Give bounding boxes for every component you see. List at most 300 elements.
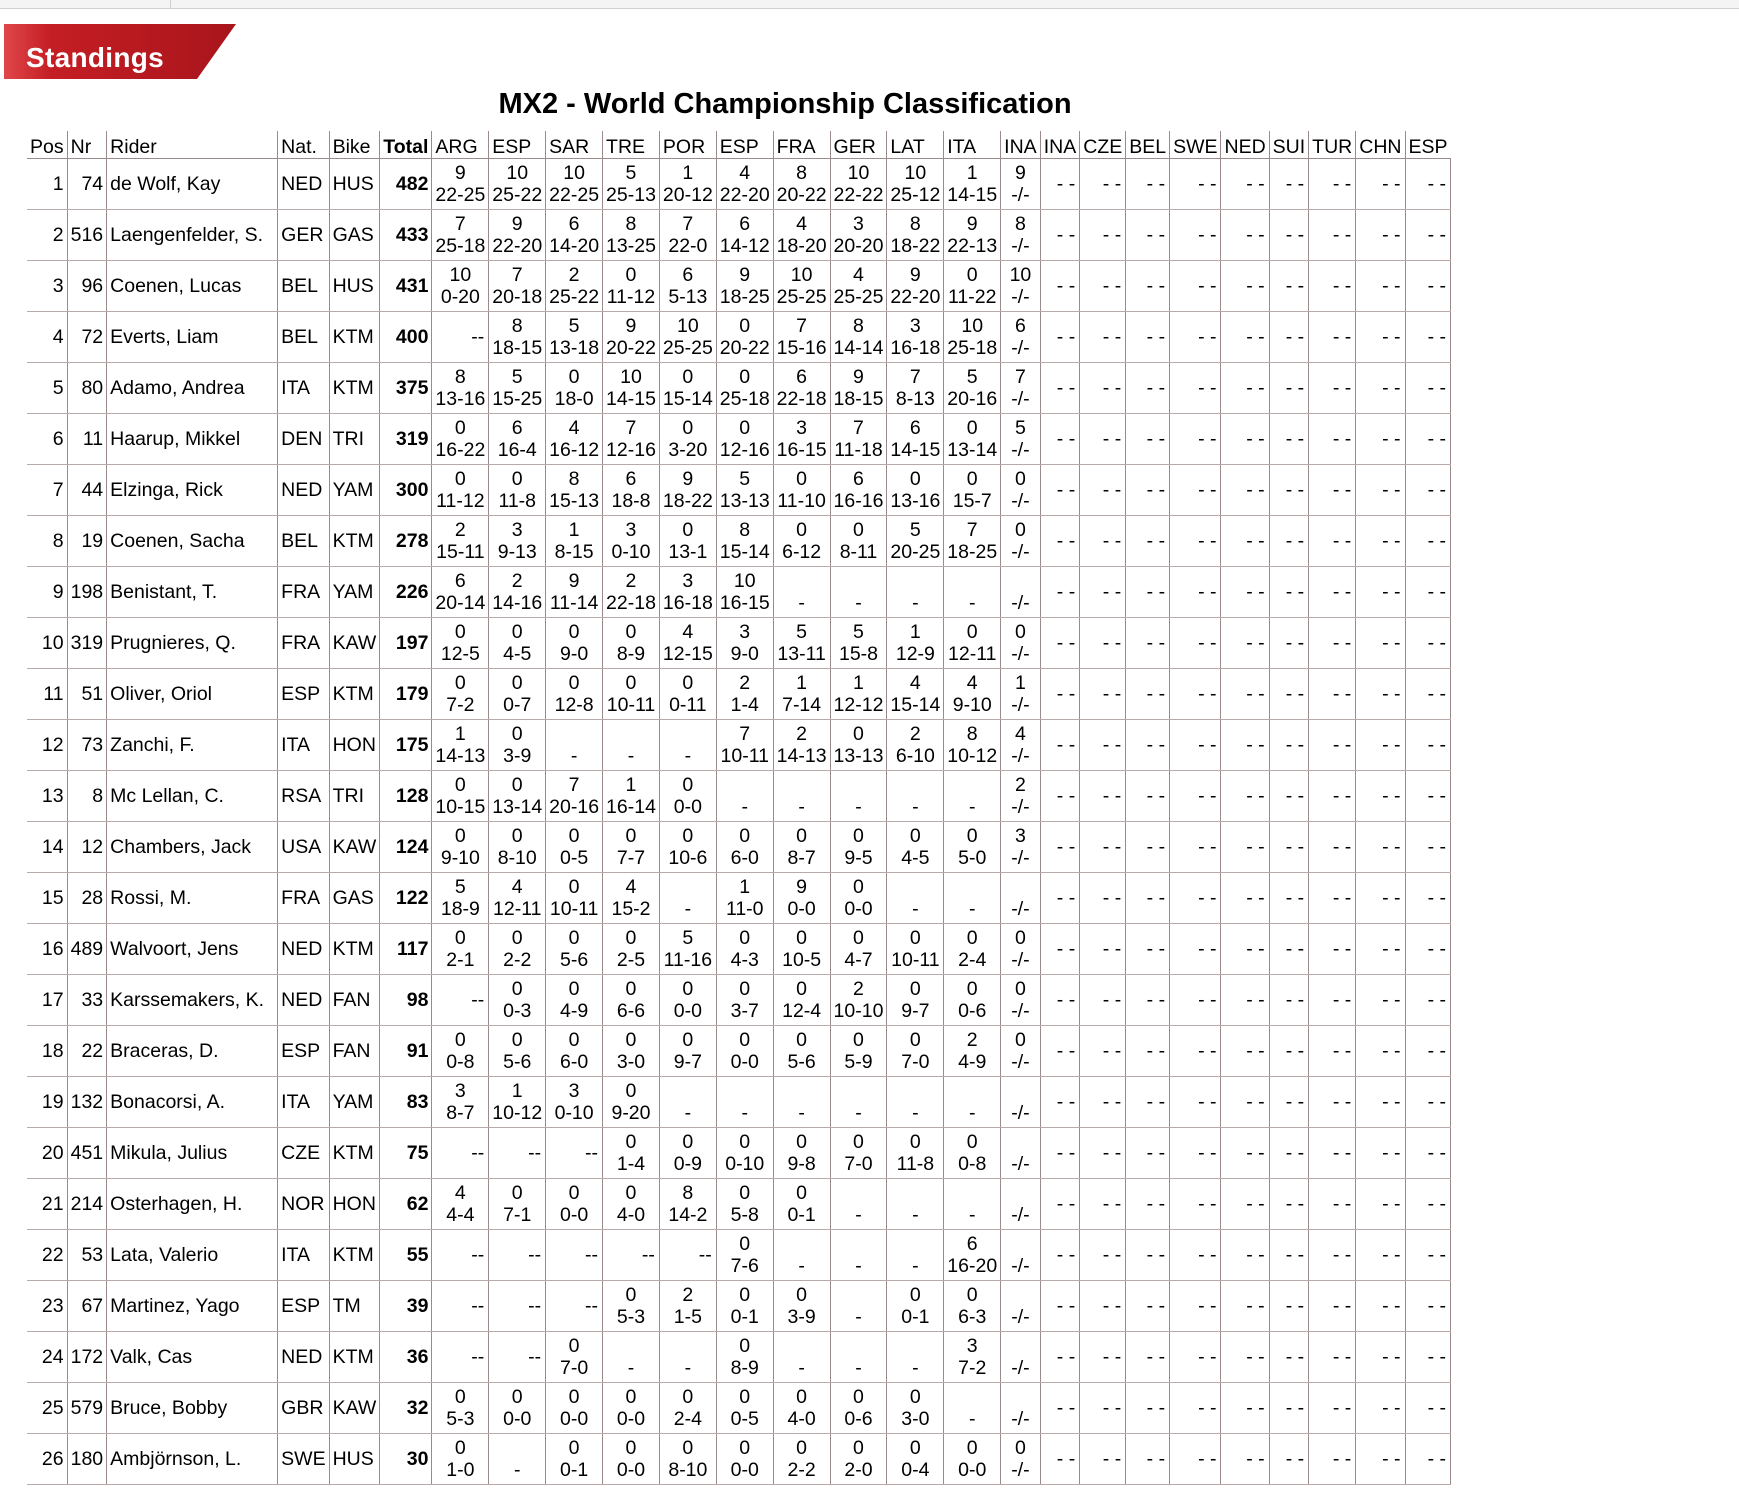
gp-cell-upcoming: - -: [1405, 1332, 1451, 1383]
gp-heat-points: 20-22: [776, 184, 827, 206]
gp-points: 1: [682, 162, 694, 184]
gp-heat-points: 20-12: [662, 184, 713, 206]
gp-points: 0: [454, 825, 466, 847]
gp-heat-points: 10-11: [891, 949, 940, 971]
gp-cell: [603, 924, 660, 975]
gp-cell: [659, 771, 716, 822]
gp-heat-points: -: [798, 1357, 805, 1379]
number-cell: 319: [67, 618, 107, 669]
rider-cell: Benistant, T.: [107, 567, 278, 618]
gp-cell-upcoming: - -: [1080, 414, 1126, 465]
gp-cell: [773, 1281, 830, 1332]
gp-cell: [546, 261, 603, 312]
gp-cell: [944, 822, 1001, 873]
gp-points: 0: [796, 1029, 808, 1051]
gp-cell-upcoming: - -: [1356, 363, 1405, 414]
gp-heat-points: 18-9: [440, 898, 480, 920]
gp-points: 6: [853, 468, 864, 490]
col-header-gp: POR: [659, 131, 716, 159]
position-cell: 18: [27, 1026, 67, 1077]
gp-cell-upcoming: - -: [1040, 618, 1080, 669]
gp-heat-points: -: [912, 1204, 919, 1226]
position-cell: 3: [27, 261, 67, 312]
nation-cell: NED: [278, 1332, 329, 1383]
gp-points: [947, 1182, 997, 1204]
gp-points: 10: [1009, 264, 1032, 286]
gp-cell-upcoming: - -: [1221, 1281, 1269, 1332]
gp-heat-points: 14-14: [833, 337, 884, 359]
nation-cell: NED: [278, 465, 329, 516]
gp-heat-points: 9-5: [844, 847, 873, 869]
browser-top-bar: [0, 0, 1739, 9]
gp-points: 2: [511, 570, 523, 592]
col-header-gp: SAR: [546, 131, 603, 159]
gp-points: 8: [511, 315, 523, 337]
gp-cell-absent: --: [432, 1332, 489, 1383]
gp-points: [492, 1437, 542, 1459]
rider-cell: Zanchi, F.: [107, 720, 278, 771]
gp-cell-upcoming: - -: [1126, 669, 1170, 720]
gp-cell: [944, 771, 1001, 822]
gp-cell: [944, 1230, 1001, 1281]
gp-cell-upcoming: - -: [1040, 261, 1080, 312]
gp-cell: [546, 567, 603, 618]
gp-heat-points: 2-5: [616, 949, 646, 971]
gp-points: 8: [853, 315, 864, 337]
gp-cell: [773, 822, 830, 873]
gp-heat-points: 4-7: [844, 949, 873, 971]
gp-heat-points: 7-6: [730, 1255, 759, 1277]
total-cell: 319: [380, 414, 432, 465]
gp-heat-points: 3-20: [668, 439, 708, 461]
gp-cell-upcoming: - -: [1309, 261, 1356, 312]
gp-points: 8: [625, 213, 637, 235]
gp-cell-upcoming: - -: [1405, 822, 1451, 873]
gp-points: 6: [454, 570, 466, 592]
gp-heat-points: 25-25: [833, 286, 884, 308]
gp-points: [1004, 1080, 1037, 1102]
table-row: [27, 1230, 1451, 1281]
nation-cell: FRA: [278, 567, 329, 618]
gp-cell: [716, 822, 773, 873]
col-header-total: Total: [380, 131, 432, 159]
gp-cell: [830, 414, 887, 465]
gp-points: 0: [909, 1029, 921, 1051]
gp-cell-upcoming: - -: [1170, 924, 1221, 975]
gp-heat-points: -: [627, 1357, 635, 1379]
gp-points: 0: [853, 1029, 864, 1051]
gp-points: [777, 774, 827, 796]
gp-points: 0: [853, 723, 864, 745]
table-row: [27, 567, 1451, 618]
gp-cell: [489, 414, 546, 465]
gp-points: 0: [511, 774, 523, 796]
gp-cell: [887, 159, 944, 210]
gp-heat-points: -/-: [1011, 235, 1030, 257]
gp-cell-upcoming: - -: [1269, 1077, 1309, 1128]
gp-points: 0: [682, 519, 694, 541]
gp-cell: [944, 1077, 1001, 1128]
gp-cell: [1001, 618, 1041, 669]
gp-points: 0: [909, 978, 921, 1000]
gp-cell: [716, 1383, 773, 1434]
gp-points: 3: [568, 1080, 580, 1102]
bike-cell: YAM: [329, 1077, 380, 1128]
gp-points: 0: [966, 264, 978, 286]
gp-points: 0: [1015, 1029, 1026, 1051]
position-cell: 23: [27, 1281, 67, 1332]
gp-points: 7: [625, 417, 637, 439]
gp-heat-points: 11-8: [896, 1153, 935, 1175]
gp-points: 0: [568, 1386, 580, 1408]
bike-cell: KTM: [329, 312, 380, 363]
gp-cell: [716, 618, 773, 669]
gp-points: 0: [682, 774, 694, 796]
gp-heat-points: 12-11: [493, 898, 542, 920]
gp-heat-points: 10-6: [668, 847, 708, 869]
bike-cell: KTM: [329, 1230, 380, 1281]
gp-cell-upcoming: - -: [1356, 924, 1405, 975]
gp-heat-points: -/-: [1011, 1000, 1030, 1022]
total-cell: 197: [380, 618, 432, 669]
gp-cell: [944, 414, 1001, 465]
gp-cell: [773, 924, 830, 975]
gp-heat-points: 22-20: [719, 184, 770, 206]
gp-cell-upcoming: - -: [1309, 465, 1356, 516]
gp-cell: [603, 414, 660, 465]
gp-points: 0: [568, 825, 580, 847]
gp-cell: [659, 465, 716, 516]
gp-cell: [830, 159, 887, 210]
gp-points: 0: [625, 1437, 637, 1459]
gp-points: 0: [511, 621, 523, 643]
gp-heat-points: -: [912, 796, 919, 818]
gp-heat-points: 2-4: [958, 949, 987, 971]
bike-cell: KTM: [329, 924, 380, 975]
gp-cell-upcoming: - -: [1080, 1128, 1126, 1179]
gp-cell-upcoming: - -: [1080, 720, 1126, 771]
gp-cell: [944, 1179, 1001, 1230]
gp-cell-upcoming: - -: [1221, 1332, 1269, 1383]
gp-cell: [489, 822, 546, 873]
gp-cell: [716, 567, 773, 618]
gp-heat-points: 10-11: [549, 898, 599, 920]
gp-heat-points: 0-10: [725, 1153, 765, 1175]
gp-heat-points: 25-18: [719, 388, 770, 410]
gp-points: 1: [511, 1080, 523, 1102]
gp-cell: [489, 720, 546, 771]
gp-heat-points: -: [855, 796, 862, 818]
gp-cell-upcoming: - -: [1080, 1026, 1126, 1077]
gp-cell: [432, 159, 489, 210]
gp-cell-upcoming: - -: [1309, 210, 1356, 261]
bike-cell: KTM: [329, 363, 380, 414]
number-cell: 11: [67, 414, 107, 465]
nation-cell: NED: [278, 975, 329, 1026]
gp-heat-points: 0-1: [787, 1204, 816, 1226]
gp-heat-points: 20-22: [719, 337, 770, 359]
gp-points: 4: [625, 876, 637, 898]
gp-points: 0: [966, 978, 978, 1000]
position-cell: 15: [27, 873, 67, 924]
gp-heat-points: 12-16: [606, 439, 656, 461]
gp-cell-upcoming: - -: [1170, 363, 1221, 414]
gp-cell: [432, 261, 489, 312]
gp-points: 0: [739, 1335, 751, 1357]
gp-points: 10: [563, 162, 585, 184]
gp-points: [549, 723, 599, 745]
rider-cell: Adamo, Andrea: [107, 363, 278, 414]
gp-cell-upcoming: - -: [1126, 312, 1170, 363]
gp-cell-upcoming: - -: [1126, 822, 1170, 873]
gp-heat-points: 22-18: [776, 388, 827, 410]
gp-heat-points: -/-: [1011, 592, 1030, 614]
number-cell: 53: [67, 1230, 107, 1281]
gp-heat-points: 7-14: [782, 694, 822, 716]
table-row: [27, 924, 1451, 975]
gp-heat-points: 0-0: [616, 1459, 646, 1481]
gp-cell-upcoming: - -: [1126, 159, 1170, 210]
bike-cell: FAN: [329, 1026, 380, 1077]
gp-points: 0: [796, 1284, 808, 1306]
gp-cell: [716, 261, 773, 312]
gp-cell-upcoming: - -: [1356, 261, 1405, 312]
gp-cell-upcoming: - -: [1080, 363, 1126, 414]
gp-cell: [659, 1332, 716, 1383]
gp-cell: [773, 873, 830, 924]
gp-heat-points: 11-22: [948, 286, 997, 308]
gp-cell: [432, 414, 489, 465]
gp-heat-points: -: [968, 898, 976, 920]
total-cell: 124: [380, 822, 432, 873]
rider-cell: Chambers, Jack: [107, 822, 278, 873]
gp-cell-upcoming: - -: [1405, 924, 1451, 975]
table-row: [27, 210, 1451, 261]
gp-heat-points: 14-2: [668, 1204, 708, 1226]
gp-cell: [432, 1179, 489, 1230]
gp-heat-points: 12-4: [782, 1000, 822, 1022]
gp-cell: [1001, 414, 1041, 465]
gp-cell-upcoming: - -: [1126, 771, 1170, 822]
gp-cell-upcoming: - -: [1080, 771, 1126, 822]
total-cell: 175: [380, 720, 432, 771]
gp-points: 0: [1015, 468, 1026, 490]
gp-cell: [887, 210, 944, 261]
gp-points: 2: [796, 723, 808, 745]
gp-cell-upcoming: - -: [1356, 822, 1405, 873]
gp-heat-points: 0-6: [958, 1000, 987, 1022]
gp-cell-upcoming: - -: [1170, 261, 1221, 312]
bike-cell: HUS: [329, 261, 380, 312]
gp-cell-upcoming: - -: [1040, 822, 1080, 873]
gp-cell-upcoming: - -: [1405, 618, 1451, 669]
gp-heat-points: 0-3: [503, 1000, 532, 1022]
gp-cell: [659, 312, 716, 363]
nation-cell: FRA: [278, 873, 329, 924]
gp-points: 0: [454, 1029, 466, 1051]
table-row: [27, 414, 1451, 465]
gp-cell-upcoming: - -: [1080, 516, 1126, 567]
gp-points: 4: [966, 672, 978, 694]
gp-points: 2: [454, 519, 466, 541]
gp-points: 7: [1015, 366, 1026, 388]
gp-heat-points: 1-5: [673, 1306, 702, 1328]
gp-points: 0: [511, 927, 523, 949]
gp-cell: [773, 1332, 830, 1383]
gp-points: [1004, 1182, 1037, 1204]
gp-heat-points: 0-11: [669, 694, 707, 716]
gp-heat-points: 0-1: [730, 1306, 759, 1328]
gp-points: 8: [568, 468, 580, 490]
nation-cell: ITA: [278, 1077, 329, 1128]
gp-cell-upcoming: - -: [1309, 1077, 1356, 1128]
nation-cell: NED: [278, 924, 329, 975]
bike-cell: FAN: [329, 975, 380, 1026]
gp-cell-upcoming: - -: [1269, 822, 1309, 873]
gp-heat-points: 13-18: [549, 337, 600, 359]
gp-cell: [546, 465, 603, 516]
gp-cell: [603, 1179, 660, 1230]
gp-heat-points: 13-14: [947, 439, 998, 461]
number-cell: 19: [67, 516, 107, 567]
gp-points: [947, 1080, 997, 1102]
gp-points: 0: [739, 978, 751, 1000]
gp-cell: [887, 822, 944, 873]
gp-heat-points: 15-25: [492, 388, 543, 410]
gp-cell: [830, 1434, 887, 1485]
gp-heat-points: 0-0: [673, 1000, 702, 1022]
gp-cell-upcoming: - -: [1170, 873, 1221, 924]
rider-cell: Valk, Cas: [107, 1332, 278, 1383]
number-cell: 96: [67, 261, 107, 312]
gp-cell-upcoming: - -: [1405, 465, 1451, 516]
gp-heat-points: -: [684, 898, 692, 920]
gp-heat-points: -/-: [1011, 184, 1030, 206]
gp-heat-points: 12-15: [662, 643, 713, 665]
gp-cell: [659, 414, 716, 465]
gp-cell-upcoming: - -: [1126, 720, 1170, 771]
gp-heat-points: 15-16: [776, 337, 827, 359]
gp-cell-upcoming: - -: [1269, 210, 1309, 261]
gp-points: 0: [625, 264, 637, 286]
gp-heat-points: -: [912, 1255, 919, 1277]
col-header-gp: INA: [1040, 131, 1080, 159]
gp-points: 0: [966, 927, 978, 949]
col-header-gp: ARG: [432, 131, 489, 159]
position-cell: 10: [27, 618, 67, 669]
gp-heat-points: 9-10: [952, 694, 992, 716]
gp-cell: [489, 363, 546, 414]
gp-cell: [546, 1077, 603, 1128]
gp-cell-upcoming: - -: [1221, 822, 1269, 873]
gp-points: 6: [568, 213, 580, 235]
rider-cell: Prugnieres, Q.: [107, 618, 278, 669]
gp-heat-points: 18-22: [662, 490, 713, 512]
gp-cell: [659, 1434, 716, 1485]
gp-cell: [944, 669, 1001, 720]
gp-points: 0: [796, 1131, 808, 1153]
gp-cell: [944, 618, 1001, 669]
gp-heat-points: 6-0: [560, 1051, 589, 1073]
gp-points: 0: [682, 366, 694, 388]
gp-points: [1004, 1233, 1037, 1255]
gp-cell-upcoming: - -: [1309, 414, 1356, 465]
gp-cell-upcoming: - -: [1405, 975, 1451, 1026]
gp-cell-upcoming: - -: [1126, 618, 1170, 669]
gp-heat-points: -: [741, 1102, 748, 1124]
col-header-bike: Bike: [329, 131, 380, 159]
gp-heat-points: 4-0: [787, 1408, 816, 1430]
gp-points: 0: [682, 1131, 694, 1153]
gp-cell: [546, 924, 603, 975]
gp-heat-points: 16-14: [606, 796, 656, 818]
gp-cell: [1001, 1332, 1041, 1383]
gp-cell: [603, 618, 660, 669]
gp-points: [834, 1335, 884, 1357]
gp-heat-points: 4-5: [901, 847, 930, 869]
gp-heat-points: 8-11: [839, 541, 878, 563]
gp-points: 0: [568, 1437, 580, 1459]
gp-points: [947, 570, 997, 592]
total-cell: 128: [380, 771, 432, 822]
position-cell: 5: [27, 363, 67, 414]
gp-cell: [432, 363, 489, 414]
gp-cell-upcoming: - -: [1356, 210, 1405, 261]
total-cell: 62: [380, 1179, 432, 1230]
gp-heat-points: 14-15: [606, 388, 656, 410]
gp-cell: [1001, 771, 1041, 822]
gp-cell-upcoming: - -: [1040, 1281, 1080, 1332]
gp-heat-points: 2-1: [446, 949, 475, 971]
gp-heat-points: 0-6: [844, 1408, 873, 1430]
gp-heat-points: 7-1: [503, 1204, 532, 1226]
total-cell: 91: [380, 1026, 432, 1077]
gp-cell: [887, 516, 944, 567]
gp-points: 2: [682, 1284, 694, 1306]
gp-heat-points: 2-2: [503, 949, 532, 971]
gp-heat-points: -: [912, 1102, 919, 1124]
gp-cell-upcoming: - -: [1269, 771, 1309, 822]
gp-cell: [489, 669, 546, 720]
gp-cell-upcoming: - -: [1040, 1128, 1080, 1179]
gp-heat-points: 2-0: [844, 1459, 873, 1481]
gp-heat-points: 22-18: [606, 592, 656, 614]
gp-points: [606, 723, 656, 745]
standings-body: [27, 159, 1451, 1485]
gp-cell: [659, 567, 716, 618]
gp-cell-upcoming: - -: [1080, 669, 1126, 720]
gp-heat-points: 9-10: [440, 847, 480, 869]
gp-cell: [830, 822, 887, 873]
gp-heat-points: 14-12: [719, 235, 770, 257]
gp-points: 0: [966, 417, 978, 439]
gp-cell: [432, 516, 489, 567]
gp-cell-upcoming: - -: [1405, 1383, 1451, 1434]
gp-points: 0: [853, 519, 864, 541]
gp-cell-upcoming: - -: [1269, 414, 1309, 465]
standings-tab[interactable]: [0, 24, 236, 88]
gp-cell-absent: --: [432, 1230, 489, 1281]
gp-points: 0: [1015, 1437, 1026, 1459]
gp-points: 0: [796, 825, 808, 847]
bike-cell: KAW: [329, 822, 380, 873]
gp-cell: [659, 1077, 716, 1128]
gp-cell-upcoming: - -: [1356, 465, 1405, 516]
gp-heat-points: 9-0: [730, 643, 759, 665]
gp-heat-points: 13-16: [435, 388, 486, 410]
gp-cell-absent: --: [489, 1230, 546, 1281]
gp-cell: [830, 210, 887, 261]
